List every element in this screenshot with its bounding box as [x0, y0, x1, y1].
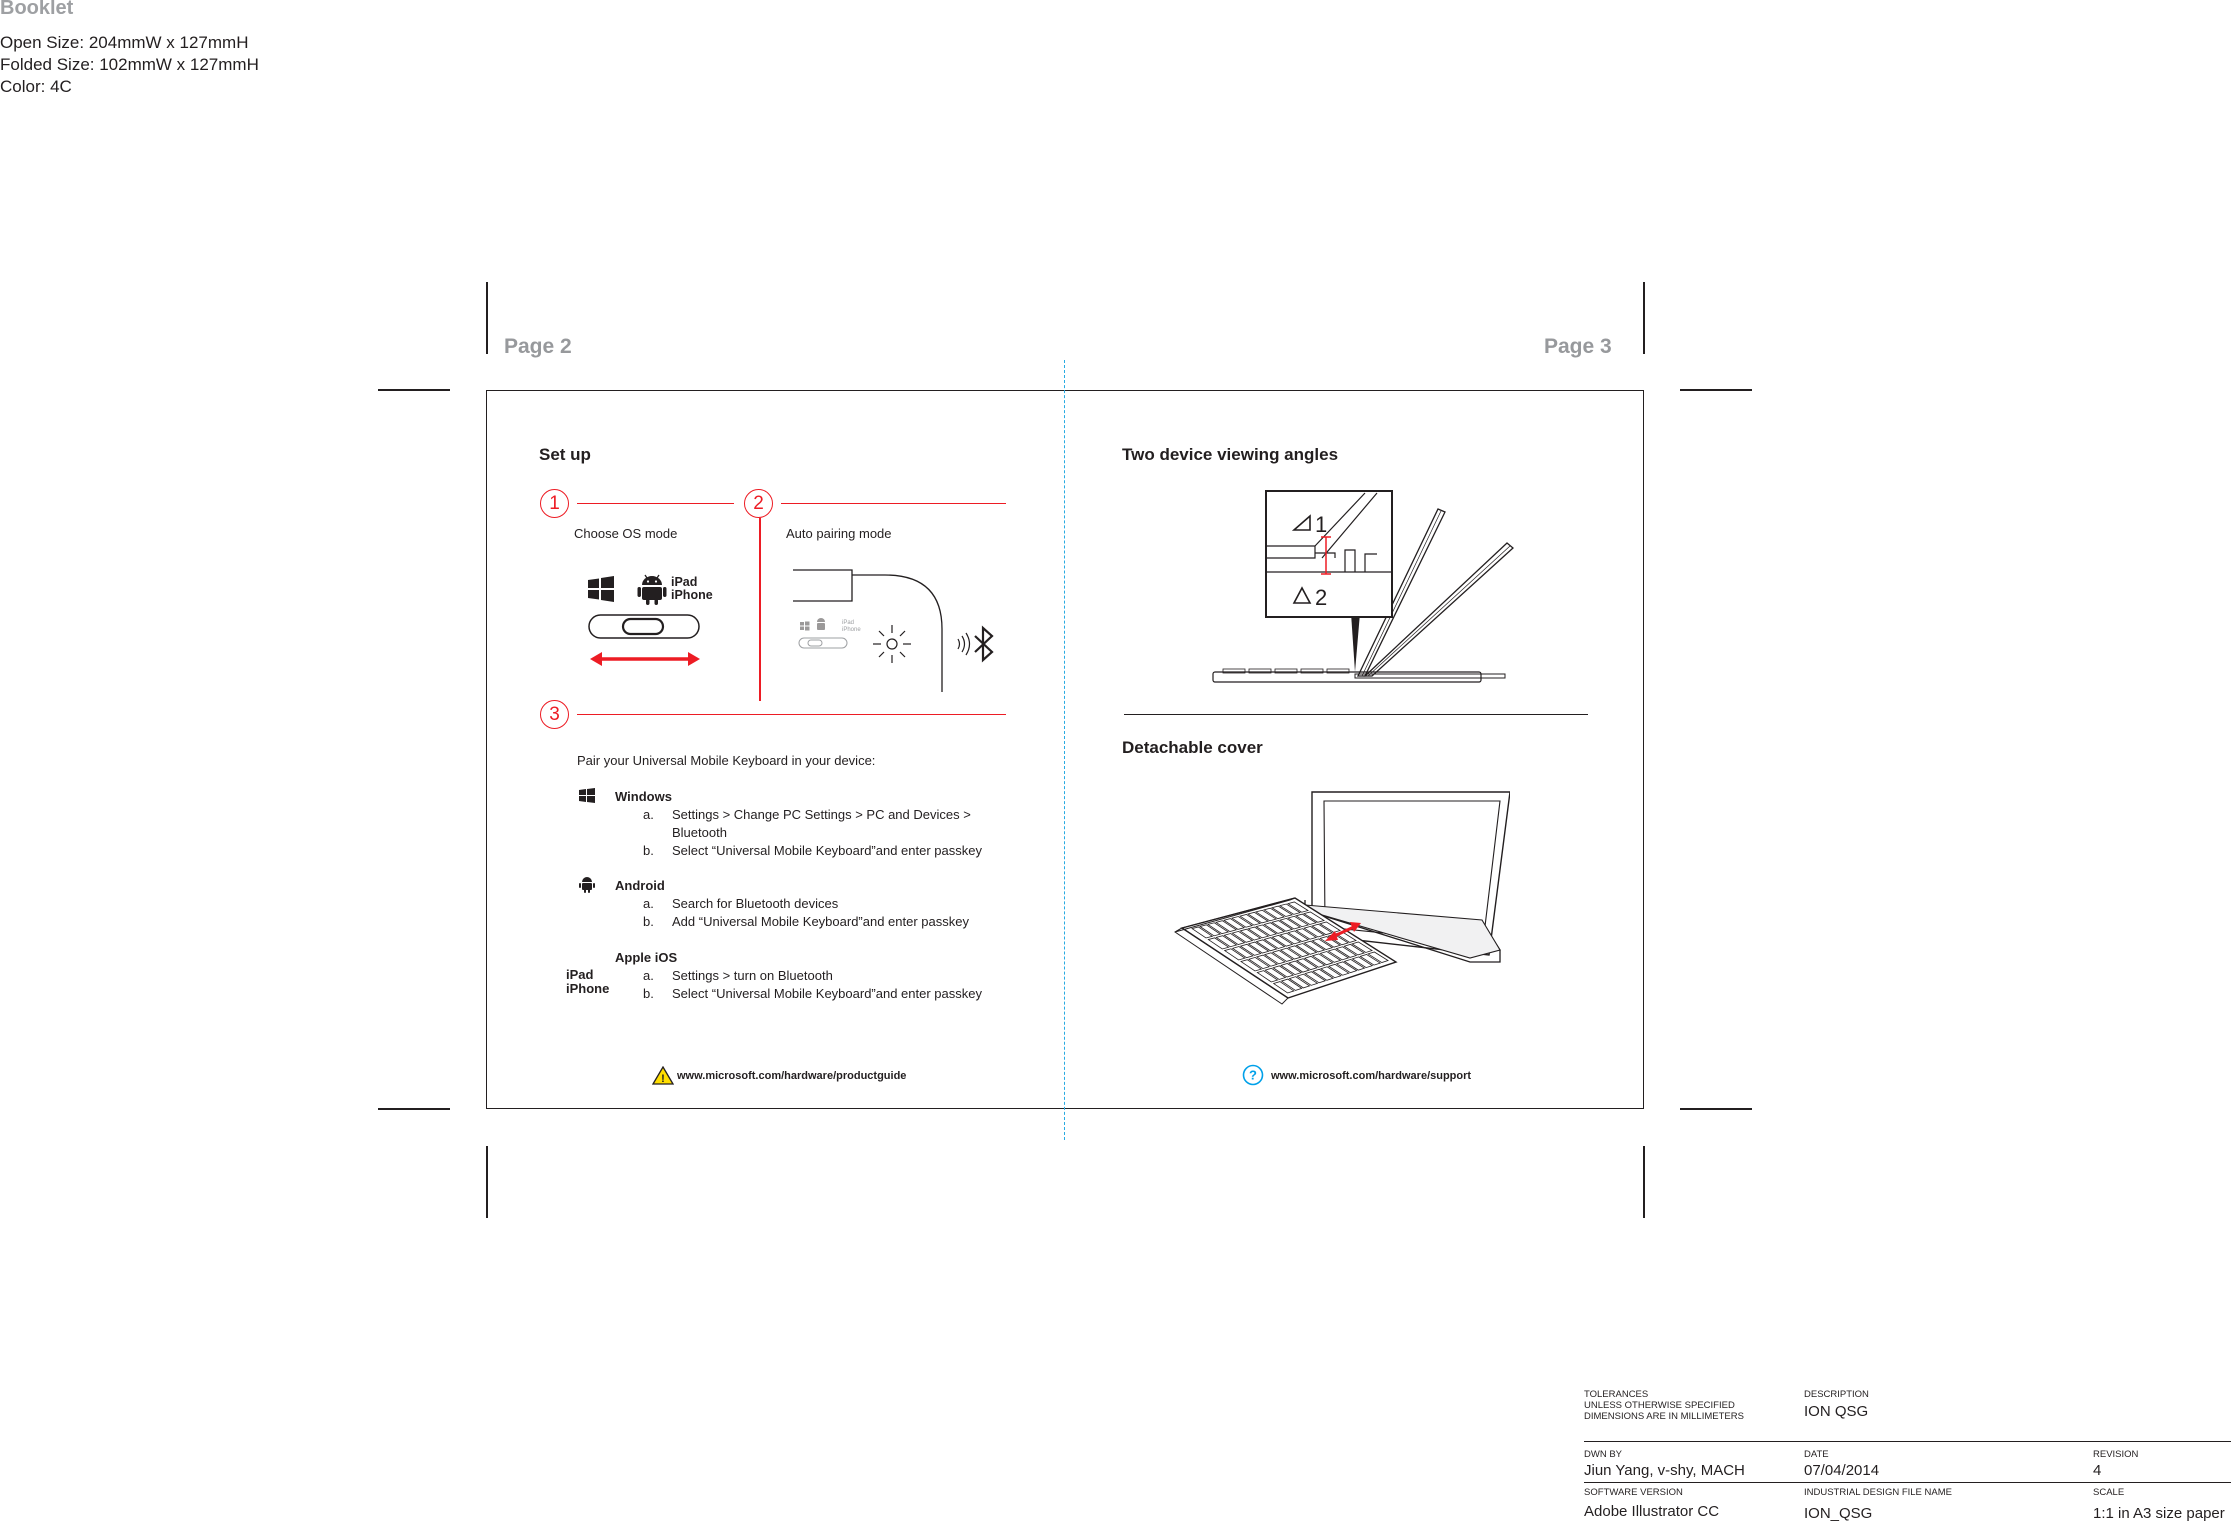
ios-step-a: Settings > turn on Bluetooth — [672, 968, 833, 983]
revision-value: 4 — [2093, 1462, 2102, 1479]
windows-icon — [588, 576, 614, 602]
viewing-angles-title: Two device viewing angles — [1122, 445, 1339, 464]
crop-mark — [1643, 1146, 1645, 1218]
ios-label-ipad: iPad — [671, 575, 698, 589]
description-value: ION QSG — [1804, 1403, 1869, 1420]
ios-label-step1 — [671, 576, 713, 602]
booklet-title: Booklet — [0, 0, 74, 19]
fold-line — [1064, 360, 1065, 1140]
page-3-label: Page 3 — [1544, 335, 1612, 358]
android-small-icon — [577, 874, 597, 896]
tolerances-line-1: TOLERANCES — [1584, 1389, 1649, 1400]
drawn-by-value: Jiun Yang, v-shy, MACH — [1584, 1462, 1745, 1479]
windows-small-icon — [577, 787, 597, 805]
title-block-rule — [1584, 1441, 2231, 1442]
scale-label: SCALE — [2093, 1487, 2125, 1498]
windows-step-b: Select “Universal Mobile Keyboard”and enter passkey — [672, 843, 982, 858]
ios-icon-iphone: iPhone — [566, 981, 610, 996]
windows-step-a-cont: Bluetooth — [672, 825, 727, 840]
pair-instructions: Pair your Universal Mobile Keyboard in your device: — [577, 753, 876, 768]
tolerances-label — [1584, 1389, 1744, 1422]
revision-label: REVISION — [2093, 1449, 2139, 1460]
scale-value: 1:1 in A3 size paper — [2093, 1505, 2225, 1522]
ios-icon-label — [566, 968, 609, 996]
help-symbol: ? — [1249, 1067, 1257, 1083]
step-1-rule — [577, 503, 734, 504]
detachable-cover-illustration — [1170, 780, 1510, 1040]
step-3-rule — [577, 714, 1006, 715]
windows-step-a: Settings > Change PC Settings > PC and Devices > — [672, 807, 971, 822]
crop-mark — [1643, 282, 1645, 354]
date-label: DATE — [1804, 1449, 1829, 1460]
drawn-by-label: DWN BY — [1584, 1449, 1622, 1460]
android-step-b: Add “Universal Mobile Keyboard”and enter passkey — [672, 914, 969, 929]
tolerances-line-2: UNLESS OTHERWISE SPECIFIED — [1584, 1400, 1735, 1411]
file-name-value: ION_QSG — [1804, 1505, 1873, 1522]
step-2-label: Auto pairing mode — [786, 526, 892, 541]
mini-ios-iphone: iPhone — [842, 627, 861, 633]
angle-2-label: 2 — [1315, 585, 1328, 610]
slide-arrow-icon — [590, 652, 700, 666]
title-block-rule — [1584, 1482, 2231, 1483]
step-2-rule — [781, 503, 1006, 504]
step-divider — [759, 518, 761, 701]
support-link[interactable]: www.microsoft.com/hardware/support — [1271, 1070, 1472, 1082]
viewing-angles-illustration — [1205, 488, 1515, 693]
ios-icon-ipad: iPad — [566, 967, 594, 982]
os-mode-switch — [585, 612, 715, 672]
angle-1-label: 1 — [1315, 512, 1328, 537]
crop-mark — [378, 1108, 450, 1110]
page-2-label: Page 2 — [504, 335, 572, 358]
ios-label-iphone: iPhone — [671, 588, 713, 602]
android-heading: Android — [615, 878, 665, 893]
crop-mark — [486, 1146, 488, 1218]
list-marker: a. — [643, 896, 654, 911]
detachable-cover-title: Detachable cover — [1122, 738, 1263, 757]
bluetooth-icon — [975, 628, 992, 660]
file-name-label: INDUSTRIAL DESIGN FILE NAME — [1804, 1487, 1952, 1498]
list-marker: b. — [643, 843, 654, 858]
list-marker: a. — [643, 807, 654, 822]
android-step-a: Search for Bluetooth devices — [672, 896, 839, 911]
step-1-number: 1 — [540, 489, 569, 518]
description-label: DESCRIPTION — [1804, 1389, 1869, 1400]
android-icon — [638, 575, 667, 605]
pairing-illustration — [790, 565, 1010, 695]
ios-step-b: Select “Universal Mobile Keyboard”and enter passkey — [672, 986, 982, 1001]
step-2-number: 2 — [744, 489, 773, 518]
tolerances-line-3: DIMENSIONS ARE IN MILLIMETERS — [1584, 1411, 1744, 1422]
step-1-label: Choose OS mode — [574, 526, 678, 541]
color-spec: Color: 4C — [0, 77, 72, 96]
pairing-light-icon — [873, 625, 911, 663]
step-3-number: 3 — [540, 700, 569, 729]
warning-symbol: ! — [661, 1073, 665, 1085]
warning-icon — [652, 1066, 674, 1086]
productguide-link[interactable]: www.microsoft.com/hardware/productguide — [677, 1070, 907, 1082]
software-value: Adobe Illustrator CC — [1584, 1503, 1720, 1520]
ios-heading: Apple iOS — [615, 950, 678, 965]
list-marker: a. — [643, 968, 654, 983]
help-icon — [1242, 1064, 1264, 1086]
crop-mark — [378, 389, 450, 391]
section-divider — [1124, 714, 1588, 715]
signal-waves-icon — [958, 633, 970, 655]
mini-os-icons — [800, 618, 825, 631]
open-size: Open Size: 204mmW x 127mmH — [0, 33, 249, 52]
list-marker: b. — [643, 914, 654, 929]
list-marker: b. — [643, 986, 654, 1001]
crop-mark — [1680, 1108, 1752, 1110]
crop-mark — [1680, 389, 1752, 391]
folded-size: Folded Size: 102mmW x 127mmH — [0, 55, 259, 74]
crop-mark — [486, 282, 488, 354]
mini-ios-ipad: iPad — [842, 620, 855, 626]
setup-title: Set up — [539, 445, 591, 464]
date-value: 07/04/2014 — [1804, 1462, 1880, 1479]
windows-heading: Windows — [615, 789, 672, 804]
software-label: SOFTWARE VERSION — [1584, 1487, 1683, 1498]
